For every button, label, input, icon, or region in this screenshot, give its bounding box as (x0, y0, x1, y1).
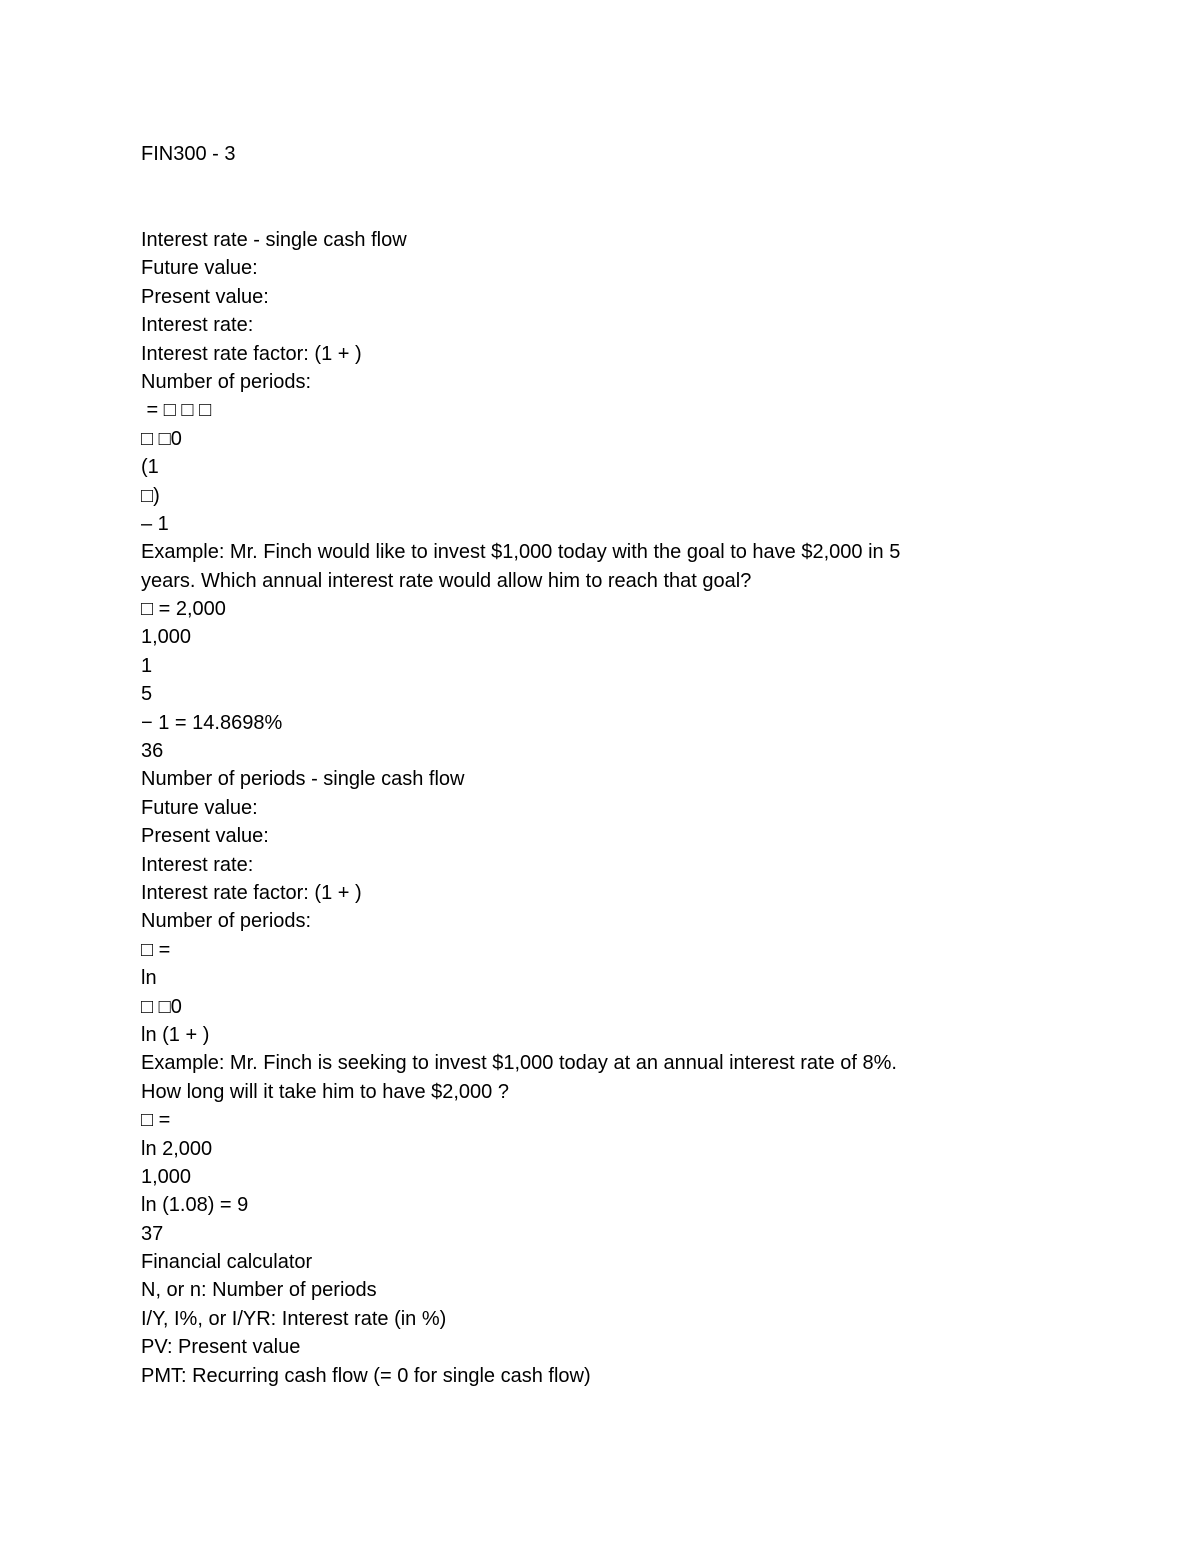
example-line: years. Which annual interest rate would allow him to reach that goal? (141, 569, 752, 592)
formula-line: (1 (141, 456, 159, 479)
slide-number: 36 (141, 740, 164, 763)
formula-line: □ □0 (141, 995, 182, 1018)
formula-line: □ □0 (141, 427, 182, 450)
text-line: I/Y, I%, or I/YR: Interest rate (in %) (141, 1307, 447, 1330)
formula-line: 5 (141, 683, 153, 706)
formula-line: 1,000 (141, 1165, 192, 1188)
example-line: How long will it take him to have $2,000 ? (141, 1080, 509, 1103)
text-line: Interest rate: (141, 853, 254, 876)
text-line: Interest rate: (141, 314, 254, 337)
text-line: PV: Present value (141, 1336, 301, 1359)
formula-line: □ = (141, 1109, 171, 1132)
formula-result: ln (1.08) = 9 (141, 1194, 249, 1217)
formula-line: ln 2,000 (141, 1137, 213, 1160)
formula-line: = □ □ □ (141, 399, 212, 422)
text-line: Future value: (141, 257, 258, 280)
text-line: Present value: (141, 285, 269, 308)
example-line: Example: Mr. Finch would like to invest $1,000 today with the goal to have $2,000 in 5 (141, 541, 901, 564)
text-line: Interest rate factor: (1 + ) (141, 342, 362, 365)
formula-line: □ = 2,000 (141, 598, 226, 621)
text-line: Present value: (141, 825, 269, 848)
formula-line: □) (141, 484, 160, 507)
example-line: Example: Mr. Finch is seeking to invest $1,000 today at an annual interest rate of 8%. (141, 1052, 897, 1075)
text-line: Interest rate factor: (1 + ) (141, 881, 362, 904)
section-heading-financial-calculator: Financial calculator (141, 1251, 313, 1274)
section-heading-number-of-periods: Number of periods - single cash flow (141, 768, 465, 791)
formula-line: 1 (141, 654, 153, 677)
formula-line: □ = (141, 938, 171, 961)
formula-line: ln (141, 967, 157, 990)
text-line: Future value: (141, 796, 258, 819)
formula-line: – 1 (141, 512, 169, 535)
text-line: PMT: Recurring cash flow (= 0 for single cash flow) (141, 1364, 591, 1387)
document-body (141, 226, 1021, 1390)
text-line: Number of periods: (141, 910, 312, 933)
section-heading-interest-rate: Interest rate - single cash flow (141, 229, 407, 251)
text-line: Number of periods: (141, 370, 312, 393)
formula-result: − 1 = 14.8698% (141, 711, 283, 734)
formula-line: ln (1 + ) (141, 1023, 210, 1046)
page-title: FIN300 - 3 (141, 143, 236, 165)
text-line: N, or n: Number of periods (141, 1279, 377, 1302)
slide-number: 37 (141, 1222, 164, 1245)
formula-line: 1,000 (141, 626, 192, 649)
